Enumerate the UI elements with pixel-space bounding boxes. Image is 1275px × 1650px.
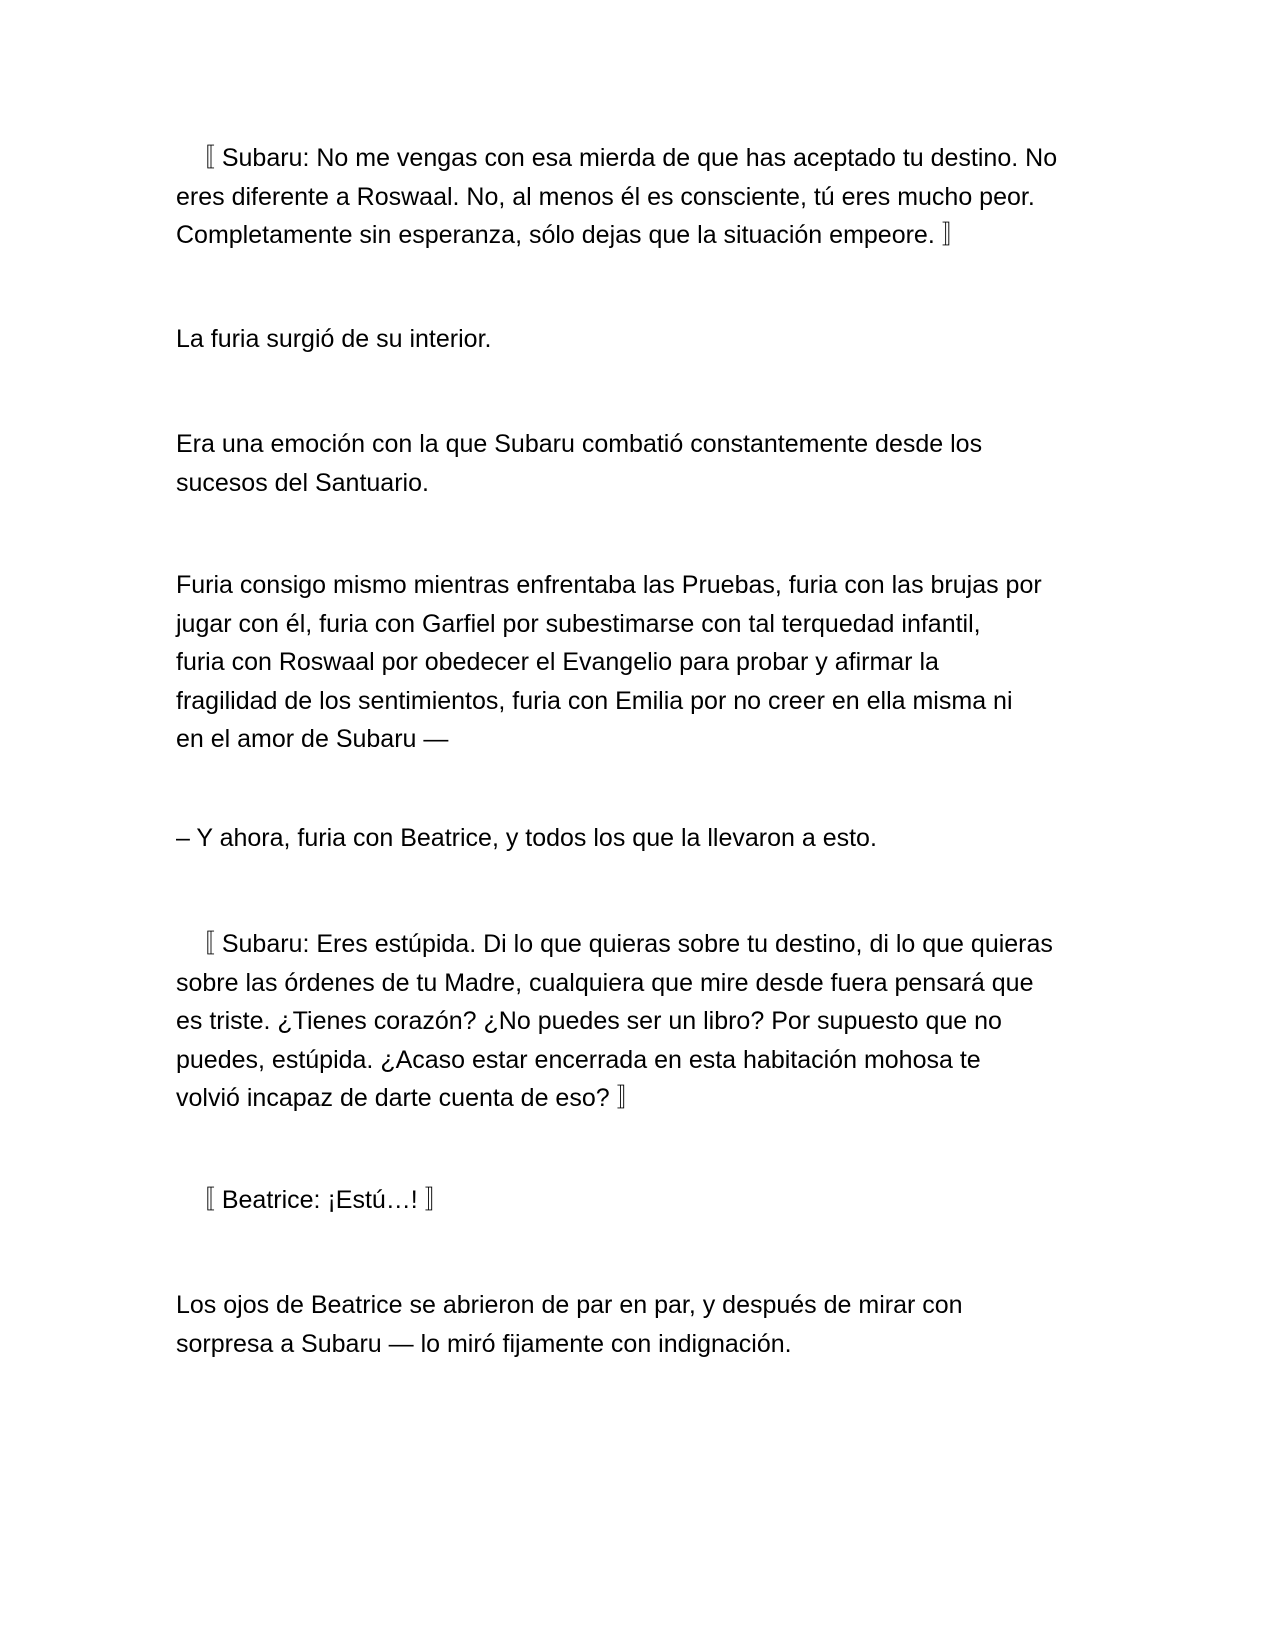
text-line: fragilidad de los sentimientos, furia con Emilia por no creer en ella misma ni <box>176 686 1013 715</box>
text-line: 〚 Subaru: Eres estúpida. Di lo que quieras sobre tu destino, di lo que quieras <box>176 930 1053 958</box>
paragraph-fury-list <box>176 566 1106 759</box>
text-line: sorpresa a Subaru — lo miró fijamente con indignación. <box>176 1329 792 1358</box>
text-line: volvió incapaz de darte cuenta de eso? 〛 <box>176 1084 642 1112</box>
paragraph-emotion <box>176 425 1106 502</box>
paragraph-subaru-destiny <box>176 139 1106 255</box>
text-line: Furia consigo mismo mientras enfrentaba las Pruebas, furia con las brujas por <box>176 571 1042 599</box>
text-line: eres diferente a Roswaal. No, al menos él es consciente, tú eres mucho peor. <box>176 182 1035 211</box>
text-line: jugar con él, furia con Garfiel por subestimarse con tal terquedad infantil, <box>176 609 981 638</box>
paragraph-beatrice-reply <box>176 1181 1106 1220</box>
text-line: Los ojos de Beatrice se abrieron de par en par, y después de mirar con <box>176 1291 963 1319</box>
paragraph-beatrice-eyes <box>176 1286 1106 1363</box>
text-line: puedes, estúpida. ¿Acaso estar encerrada en esta habitación mohosa te <box>176 1045 981 1074</box>
text-line: La furia surgió de su interior. <box>176 325 492 353</box>
paragraph-fury-beatrice <box>176 819 1106 858</box>
text-line: Completamente sin esperanza, sólo dejas que la situación empeore. 〛 <box>176 221 967 249</box>
text-line: – Y ahora, furia con Beatrice, y todos los que la llevaron a esto. <box>176 824 877 852</box>
text-line: en el amor de Subaru — <box>176 725 449 753</box>
paragraph-fury-rose <box>176 320 1106 359</box>
text-line: 〚 Beatrice: ¡Estú…! 〛 <box>176 1186 450 1214</box>
text-line: 〚 Subaru: No me vengas con esa mierda de que has aceptado tu destino. No <box>176 144 1058 172</box>
text-line: es triste. ¿Tienes corazón? ¿No puedes ser un libro? Por supuesto que no <box>176 1007 1002 1035</box>
text-line: sobre las órdenes de tu Madre, cualquiera que mire desde fuera pensará que <box>176 968 1034 997</box>
text-line: furia con Roswaal por obedecer el Evangelio para probar y afirmar la <box>176 648 939 676</box>
paragraph-subaru-stupid <box>176 925 1106 1118</box>
text-line: Era una emoción con la que Subaru combatió constantemente desde los <box>176 430 983 458</box>
text-line: sucesos del Santuario. <box>176 468 429 497</box>
